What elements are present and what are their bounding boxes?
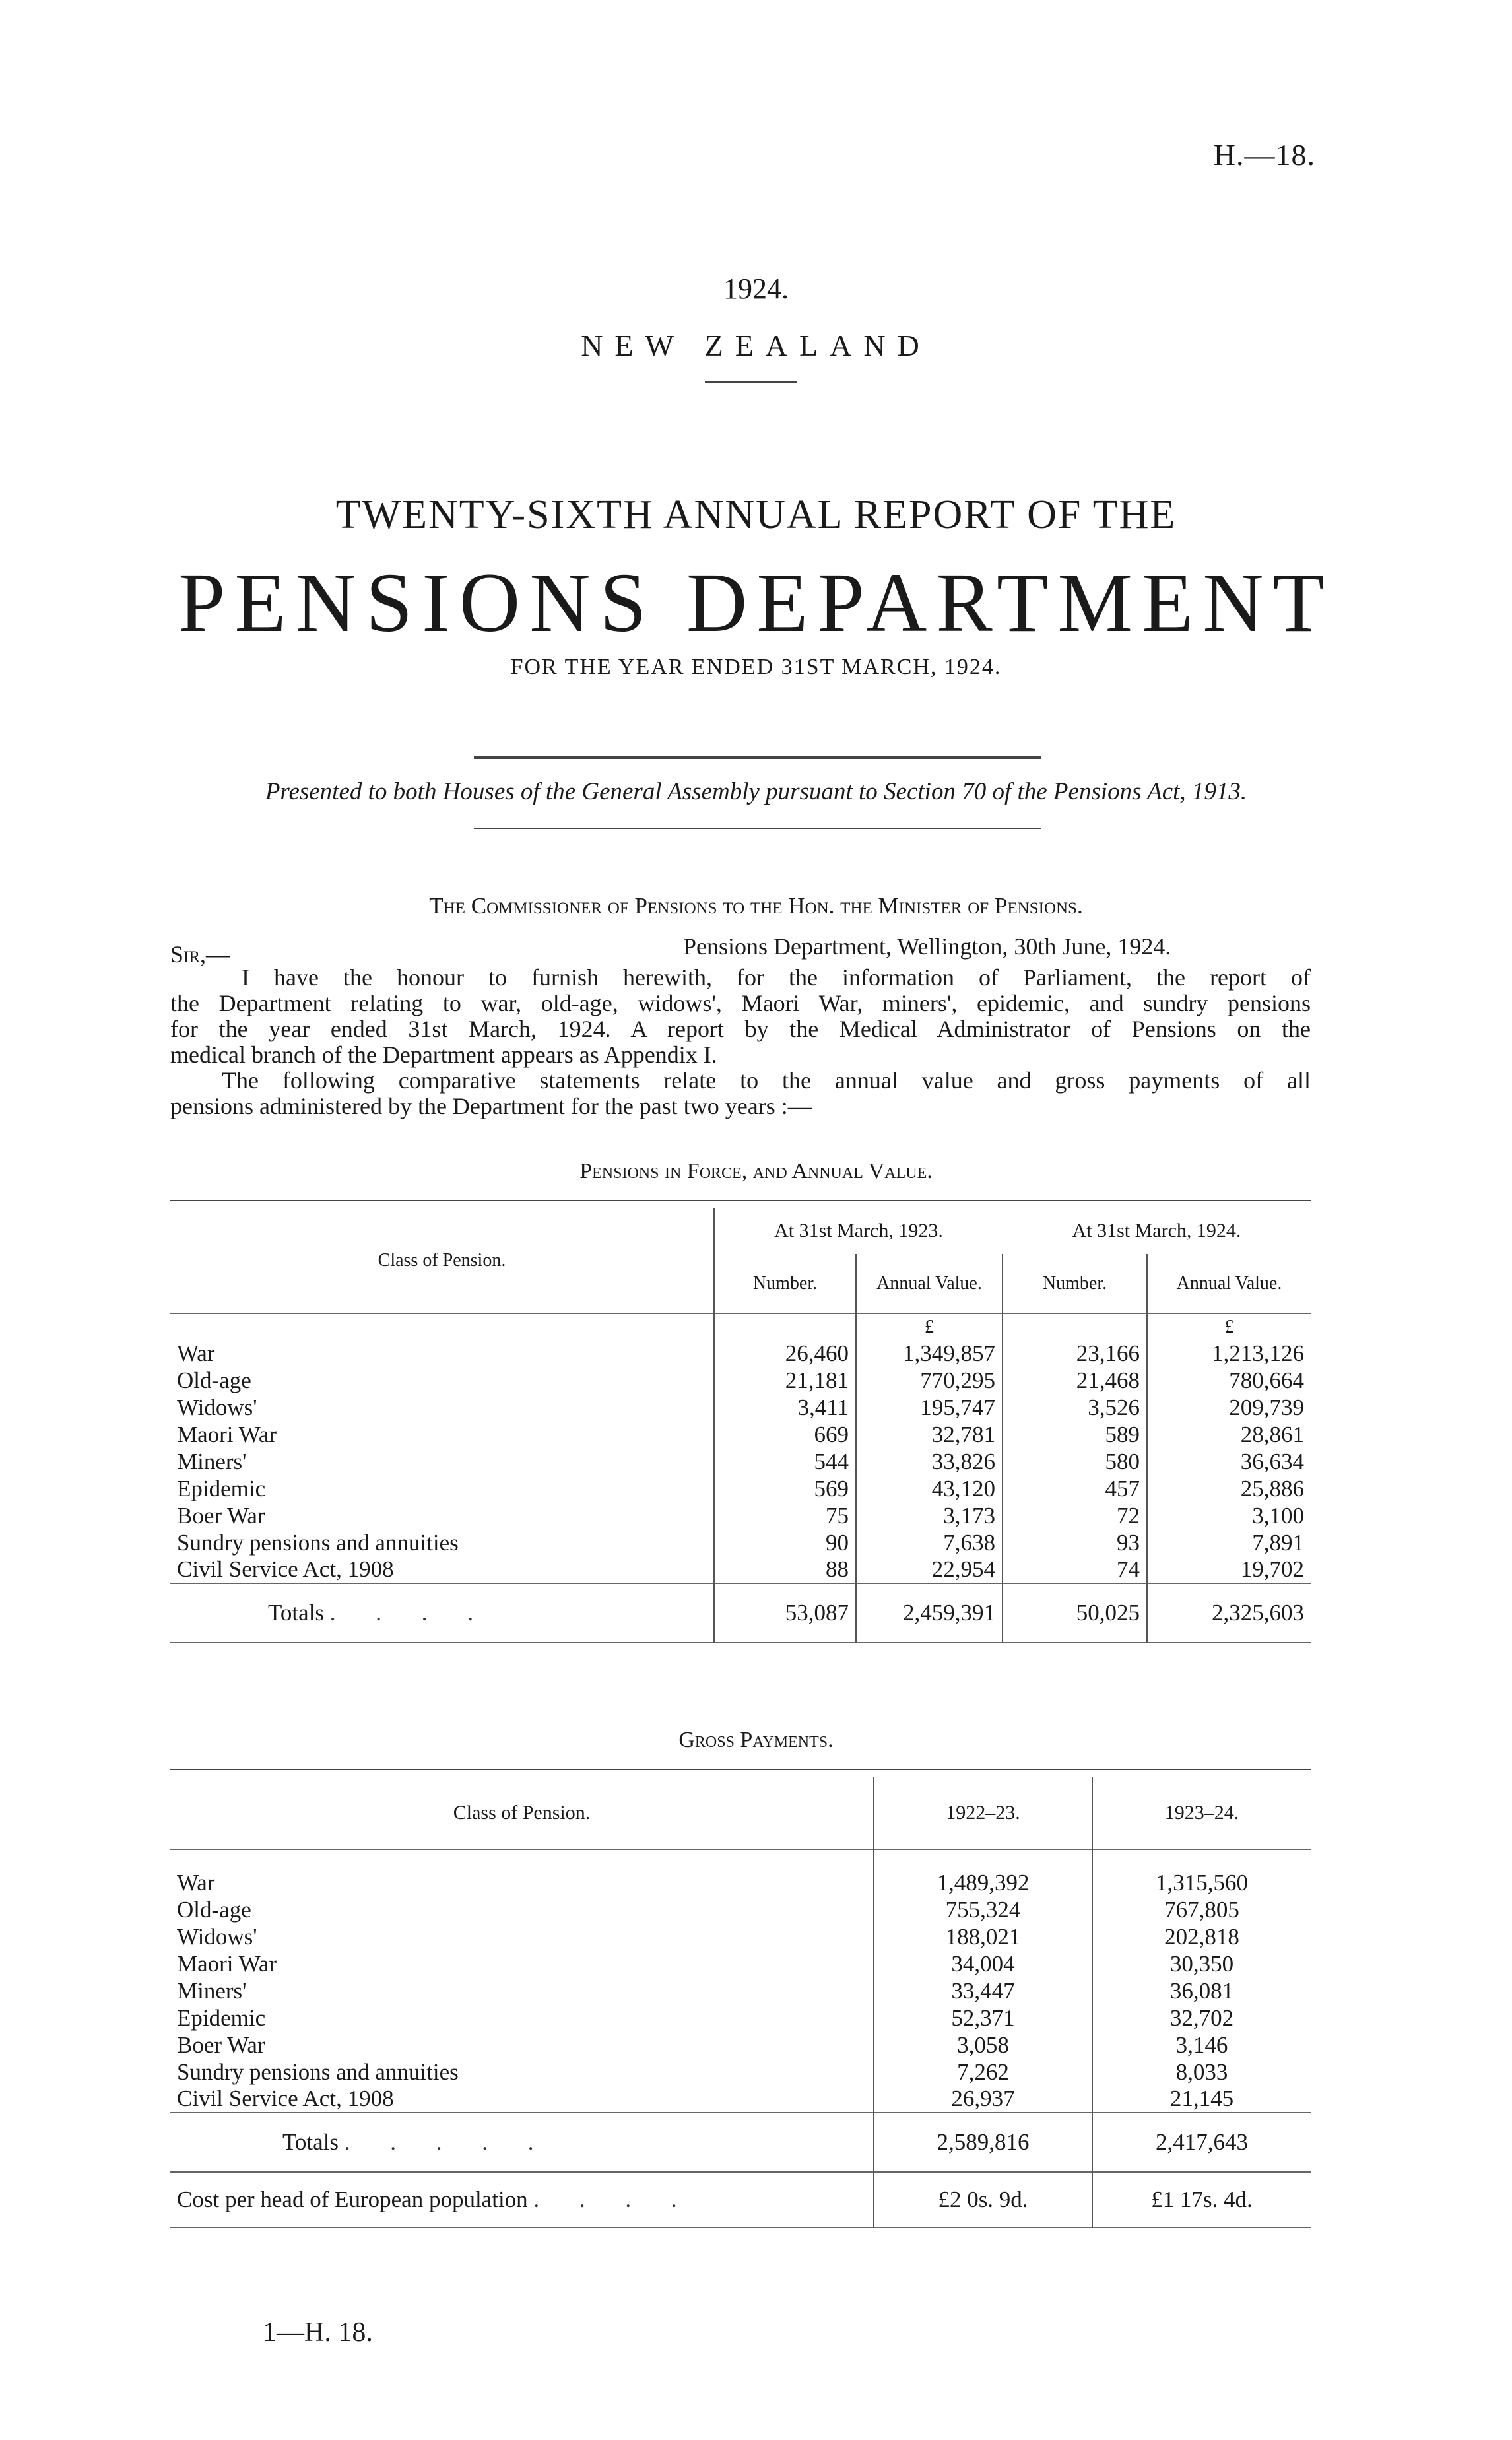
value-header: Annual Value. — [1147, 1254, 1311, 1313]
class-cell: War — [177, 1340, 215, 1366]
value-cell: 36,634 — [1147, 1448, 1311, 1475]
number-cell: 93 — [1003, 1529, 1147, 1556]
table-row — [170, 2086, 1311, 2113]
payment-cell: 202,818 — [1092, 1923, 1311, 1950]
class-cell: Epidemic — [177, 1475, 266, 1501]
number-cell: 74 — [1003, 1556, 1147, 1583]
table-row — [170, 1896, 1311, 1923]
value-cell: 1,349,857 — [856, 1340, 1003, 1367]
number-cell: 26,460 — [714, 1340, 856, 1367]
table-row — [170, 1394, 1311, 1421]
table-row — [170, 1502, 1311, 1529]
table-row — [170, 1923, 1311, 1950]
year-header: 1923–24. — [1092, 1777, 1311, 1849]
payment-cell: 32,702 — [1092, 2004, 1311, 2031]
divider — [705, 381, 797, 383]
number-cell: 90 — [714, 1529, 856, 1556]
number-cell: 457 — [1003, 1475, 1147, 1502]
value-cell: 195,747 — [856, 1394, 1003, 1421]
payment-cell: 21,145 — [1092, 2086, 1311, 2113]
class-cell: Widows' — [177, 1923, 257, 1950]
value-cell: 19,702 — [1147, 1556, 1311, 1583]
totals-label: Totals . . . . — [268, 1600, 491, 1626]
total-cell: 2,459,391 — [856, 1583, 1003, 1643]
class-cell: Epidemic — [177, 2004, 266, 2031]
class-cell: Old-age — [177, 1367, 251, 1393]
country-name: NEW ZEALAND — [581, 329, 931, 362]
class-cell: Boer War — [177, 1502, 265, 1529]
report-period: FOR THE YEAR ENDED 31ST MARCH, 1924. — [510, 655, 1002, 679]
gross-payments-table — [170, 1777, 1311, 2228]
value-cell: 43,120 — [856, 1475, 1003, 1502]
table-row — [170, 1869, 1311, 1896]
number-cell: 589 — [1003, 1421, 1147, 1448]
payment-cell: 33,447 — [874, 1977, 1092, 2004]
cost-label: Cost per head of European population . . . . — [177, 2187, 694, 2212]
paragraph-line: The following comparative statements relate to the annual value and gross payments of all — [222, 1067, 1311, 1094]
payment-cell: 26,937 — [874, 2086, 1092, 2113]
payment-cell: 188,021 — [874, 1923, 1092, 1950]
payment-cell: 30,350 — [1092, 1950, 1311, 1977]
table-row — [170, 1475, 1311, 1502]
number-cell: 23,166 — [1003, 1340, 1147, 1367]
paragraph-line: for the year ended 31st March, 1924. A report by the Medical Administrator of Pensions on the — [170, 1016, 1311, 1042]
number-cell: 669 — [714, 1421, 856, 1448]
year-header: 1922–23. — [874, 1777, 1092, 1849]
class-cell: War — [177, 1869, 215, 1896]
payment-cell: 1,489,392 — [874, 1869, 1092, 1896]
pensions-in-force-table — [170, 1208, 1311, 1643]
payment-cell: 8,033 — [1092, 2059, 1311, 2086]
totals-label: Totals . . . . . — [282, 2129, 551, 2155]
letter-paragraph — [170, 1068, 1311, 1119]
divider — [474, 756, 1041, 759]
number-cell: 580 — [1003, 1448, 1147, 1475]
letter-paragraph — [170, 965, 1311, 1068]
value-cell: 7,891 — [1147, 1529, 1311, 1556]
cost-cell: £2 0s. 9d. — [874, 2172, 1092, 2227]
value-header: Annual Value. — [856, 1254, 1003, 1313]
payment-cell: 7,262 — [874, 2059, 1092, 2086]
number-cell: 21,181 — [714, 1367, 856, 1394]
table-row — [170, 1367, 1311, 1394]
total-cell: 50,025 — [1003, 1583, 1147, 1643]
period-header: At 31st March, 1924. — [1072, 1220, 1241, 1241]
divider — [474, 828, 1041, 829]
table-row — [170, 1448, 1311, 1475]
currency-symbol: £ — [1147, 1313, 1311, 1340]
table-row — [170, 2031, 1311, 2059]
value-cell: 22,954 — [856, 1556, 1003, 1583]
value-cell: 1,213,126 — [1147, 1340, 1311, 1367]
class-cell: Miners' — [177, 1448, 247, 1474]
class-header: Class of Pension. — [378, 1249, 506, 1270]
class-cell: Old-age — [177, 1896, 251, 1923]
cost-cell: £1 17s. 4d. — [1092, 2172, 1311, 2227]
class-cell: Sundry pensions and annuities — [177, 1529, 459, 1556]
class-cell: Maori War — [177, 1421, 277, 1447]
value-cell: 3,100 — [1147, 1502, 1311, 1529]
department-title: PENSIONS DEPARTMENT — [178, 556, 1334, 649]
table-row — [170, 1950, 1311, 1977]
payment-cell: 1,315,560 — [1092, 1869, 1311, 1896]
table-row — [170, 1556, 1311, 1583]
payment-cell: 3,146 — [1092, 2031, 1311, 2059]
table-row — [170, 2004, 1311, 2031]
report-title: TWENTY-SIXTH ANNUAL REPORT OF THE — [335, 492, 1177, 537]
number-cell: 3,411 — [714, 1394, 856, 1421]
paragraph-line: medical branch of the Department appears as Appendix I. — [170, 1041, 717, 1068]
period-header: At 31st March, 1923. — [714, 1208, 1003, 1254]
report-year: 1924. — [723, 273, 789, 305]
table-rule — [170, 1769, 1311, 1770]
currency-symbol: £ — [856, 1313, 1003, 1340]
payment-cell: 36,081 — [1092, 1977, 1311, 2004]
class-cell: Widows' — [177, 1394, 257, 1420]
page-footer: 1—H. 18. — [263, 2317, 373, 2348]
number-cell: 88 — [714, 1556, 856, 1583]
table-title: Pensions in Force, and Annual Value. — [579, 1159, 933, 1183]
table-title: Gross Payments. — [678, 1728, 834, 1752]
table-row — [170, 1340, 1311, 1367]
total-cell: 2,417,643 — [1092, 2113, 1311, 2172]
class-header: Class of Pension. — [453, 1801, 591, 1824]
total-cell: 2,325,603 — [1147, 1583, 1311, 1643]
value-cell: 3,173 — [856, 1502, 1003, 1529]
class-cell: Miners' — [177, 1977, 247, 2004]
value-cell: 33,826 — [856, 1448, 1003, 1475]
value-cell: 28,861 — [1147, 1421, 1311, 1448]
class-cell: Civil Service Act, 1908 — [177, 1556, 394, 1582]
payment-cell: 52,371 — [874, 2004, 1092, 2031]
number-cell: 21,468 — [1003, 1367, 1147, 1394]
total-cell: 53,087 — [714, 1583, 856, 1643]
document-code: H.—18. — [1213, 138, 1315, 172]
letter-addressee: The Commissioner of Pensions to the Hon. the Minister of Pensions. — [429, 893, 1083, 919]
value-cell: 25,886 — [1147, 1475, 1311, 1502]
number-header: Number. — [714, 1254, 856, 1313]
value-cell: 32,781 — [856, 1421, 1003, 1448]
payment-cell: 767,805 — [1092, 1896, 1311, 1923]
table-row — [170, 1529, 1311, 1556]
class-cell: Sundry pensions and annuities — [177, 2059, 459, 2085]
value-cell: 7,638 — [856, 1529, 1003, 1556]
table-row — [170, 2059, 1311, 2086]
number-cell: 72 — [1003, 1502, 1147, 1529]
dateline: Pensions Department, Wellington, 30th June, 1924. — [683, 933, 1171, 960]
value-cell: 780,664 — [1147, 1367, 1311, 1394]
payment-cell: 755,324 — [874, 1896, 1092, 1923]
number-cell: 3,526 — [1003, 1394, 1147, 1421]
payment-cell: 3,058 — [874, 2031, 1092, 2059]
number-cell: 569 — [714, 1475, 856, 1502]
payment-cell: 34,004 — [874, 1950, 1092, 1977]
number-cell: 544 — [714, 1448, 856, 1475]
class-cell: Civil Service Act, 1908 — [177, 2086, 394, 2111]
presented-note: Presented to both Houses of the General Assembly pursuant to Section 70 of the Pensions Act, 1913. — [265, 778, 1247, 805]
class-cell: Boer War — [177, 2031, 265, 2058]
paragraph-line: I have the honour to furnish herewith, for the information of Parliament, the report of — [242, 964, 1311, 991]
table-row — [170, 1421, 1311, 1448]
value-cell: 209,739 — [1147, 1394, 1311, 1421]
table-rule — [170, 1200, 1311, 1201]
class-cell: Maori War — [177, 1950, 277, 1977]
total-cell: 2,589,816 — [874, 2113, 1092, 2172]
paragraph-line: the Department relating to war, old-age, widows', Maori War, miners', epidemic, and sundry pensions — [170, 990, 1311, 1016]
table-row — [170, 1977, 1311, 2004]
paragraph-line: pensions administered by the Department for the past two years :— — [170, 1093, 812, 1119]
salutation: Sir,— — [170, 941, 230, 968]
number-cell: 75 — [714, 1502, 856, 1529]
value-cell: 770,295 — [856, 1367, 1003, 1394]
number-header: Number. — [1003, 1254, 1147, 1313]
